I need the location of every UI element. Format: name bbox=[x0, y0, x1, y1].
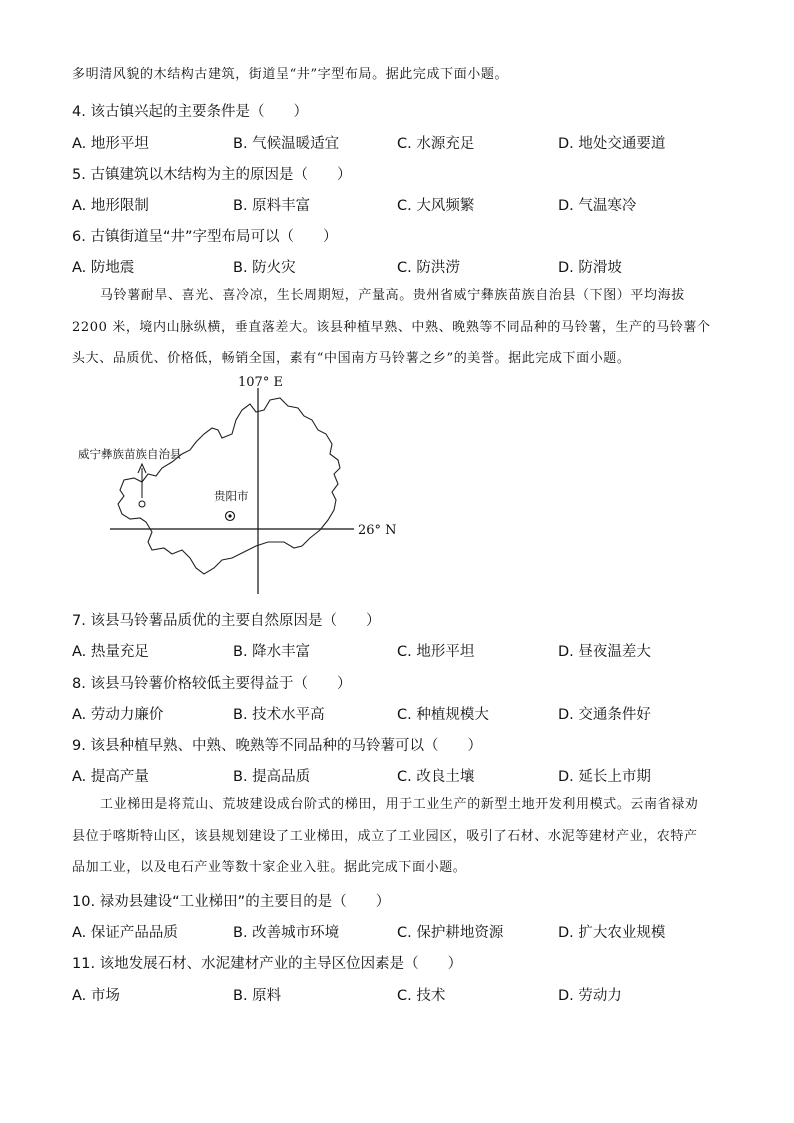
option-d: D. 防滑坡 bbox=[558, 260, 622, 276]
option-a: A. 地形平坦 bbox=[72, 136, 149, 152]
option-d: D. 劳动力 bbox=[558, 988, 622, 1004]
option-c: C. 大风频繁 bbox=[397, 198, 475, 214]
county-label: 威宁彝族苗族自治县 bbox=[78, 447, 182, 461]
question-stem: 4. 该古镇兴起的主要条件是（ ） bbox=[72, 104, 308, 120]
option-d: D. 扩大农业规模 bbox=[558, 925, 666, 941]
option-c: C. 种植规模大 bbox=[397, 707, 489, 723]
terrace-passage-line-2: 县位于喀斯特山区，该县规划建设了工业梯田，成立了工业园区，吸引了石材、水泥等建材产业，农特产 bbox=[72, 828, 698, 844]
question-stem: 5. 古镇建筑以木结构为主的原因是（ ） bbox=[72, 167, 352, 183]
option-d: D. 地处交通要道 bbox=[558, 136, 666, 152]
terrace-passage bbox=[72, 789, 722, 884]
terrace-passage-line-1: 工业梯田是将荒山、荒坡建设成台阶式的梯田，用于工业生产的新型土地开发利用模式。云南省禄劝 bbox=[100, 797, 699, 812]
option-c: C. 改良土壤 bbox=[397, 769, 475, 785]
option-b: B. 气候温暖适宜 bbox=[233, 136, 340, 152]
option-b: B. 技术水平高 bbox=[233, 707, 325, 723]
option-c: C. 技术 bbox=[397, 988, 446, 1004]
city-marker-inner bbox=[228, 514, 231, 517]
option-c: C. 防洪涝 bbox=[397, 260, 460, 276]
county-marker bbox=[139, 501, 145, 507]
option-b: B. 原料 bbox=[233, 988, 282, 1004]
option-a: A. 提高产量 bbox=[72, 769, 149, 785]
option-d: D. 延长上市期 bbox=[558, 769, 651, 785]
city-label: 贵阳市 bbox=[214, 489, 249, 503]
option-a: A. 地形限制 bbox=[72, 198, 149, 214]
latitude-label: 26° N bbox=[358, 523, 397, 538]
option-c: C. 水源充足 bbox=[397, 136, 475, 152]
question-stem: 11. 该地发展石材、水泥建材产业的主导区位因素是（ ） bbox=[72, 956, 463, 972]
option-d: D. 气温寒冷 bbox=[558, 198, 637, 214]
option-b: B. 提高品质 bbox=[233, 769, 311, 785]
option-b: B. 改善城市环境 bbox=[233, 925, 340, 941]
option-a: A. 防地震 bbox=[72, 260, 135, 276]
option-d: D. 昼夜温差大 bbox=[558, 644, 651, 660]
option-d: D. 交通条件好 bbox=[558, 707, 651, 723]
potato-passage-line-2: 2200 米，境内山脉纵横，垂直落差大。该县种植早熟、中熟、晚熟等不同品种的马铃薯，生产的马铃薯个 bbox=[72, 319, 711, 335]
option-b: B. 原料丰富 bbox=[233, 198, 311, 214]
potato-passage-line-3: 头大、品质优、价格低，畅销全国，素有“中国南方马铃薯之乡”的美誉。据此完成下面小题。 bbox=[72, 351, 631, 366]
question-stem: 9. 该县种植早熟、中熟、晚熟等不同品种的马铃薯可以（ ） bbox=[72, 738, 482, 754]
terrace-passage-line-3: 品加工业，以及电石产业等数十家企业入驻。据此完成下面小题。 bbox=[72, 860, 467, 875]
guizhou-map bbox=[72, 372, 412, 602]
option-a: A. 市场 bbox=[72, 988, 120, 1004]
question-stem: 7. 该县马铃薯品质优的主要自然原因是（ ） bbox=[72, 613, 381, 629]
option-b: B. 降水丰富 bbox=[233, 644, 311, 660]
question-stem: 10. 禄劝县建设“工业梯田”的主要目的是（ ） bbox=[72, 894, 391, 910]
option-c: C. 保护耕地资源 bbox=[397, 925, 504, 941]
option-c: C. 地形平坦 bbox=[397, 644, 475, 660]
longitude-label: 107° E bbox=[238, 375, 283, 390]
option-a: A. 保证产品品质 bbox=[72, 925, 178, 941]
option-b: B. 防火灾 bbox=[233, 260, 296, 276]
option-a: A. 热量充足 bbox=[72, 644, 149, 660]
province-outline bbox=[118, 398, 340, 574]
intro-tail: 多明清风貌的木结构古建筑，街道呈“井”字型布局。据此完成下面小题。 bbox=[72, 67, 509, 82]
question-stem: 6. 古镇街道呈“井”字型布局可以（ ） bbox=[72, 229, 338, 245]
potato-passage bbox=[72, 280, 722, 375]
question-stem: 8. 该县马铃薯价格较低主要得益于（ ） bbox=[72, 676, 352, 692]
potato-passage-line-1: 马铃薯耐旱、喜光、喜冷凉，生长周期短，产量高。贵州省威宁彝族苗族自治县（下图）平均海拔 bbox=[100, 288, 685, 303]
option-a: A. 劳动力廉价 bbox=[72, 707, 164, 723]
